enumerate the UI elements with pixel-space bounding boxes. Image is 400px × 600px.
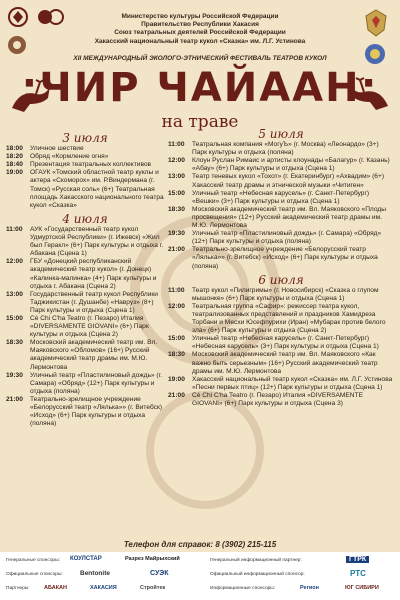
event-time: 19:00 [6,169,23,177]
partner-logo: АБАКАН [44,585,67,591]
schedule-event [168,246,394,270]
theatre-logo [36,8,66,26]
partner-logo: Стройтек [140,585,166,591]
event-time: 18:30 [6,339,23,347]
organizer-line: Министерство культуры Российской Федерации [121,13,279,20]
schedule-event [168,351,394,375]
schedule-event [6,169,164,209]
event-description: Театрально-зрелищное учреждение «Белорусский театр «Лялька»» (г. Витебск) «Исход» (6+) Парк культуры и отдыха (поляна) [192,246,378,270]
event-time: 12:00 [6,258,23,266]
organizer-line: Хакасский национальный театр кукол «Сказка» им. Л.Г. Устинова [94,37,306,45]
event-time: 15:00 [168,335,185,343]
general-sponsors-label: Генеральные спонсоры: [6,558,60,563]
schedule-event [168,335,394,351]
sponsor-logo: КОУЛСТАР [70,556,102,562]
official-sponsors-label: Официальные спонсоры: [6,572,63,577]
event-time: 11:00 [168,141,185,149]
event-description: Московский академический театр им. Вл. Маяковского «Обломов» (16+) Русский академический театр драмы им. М.Ю. Лермонтова [30,339,158,371]
day-heading: 4 июля [62,211,108,226]
schedule-event [6,226,164,258]
event-time: 13:00 [6,290,23,298]
day-heading: 3 июля [62,131,108,145]
event-time: 11:00 [6,225,23,233]
partner-logo: ХАКАСИЯ [90,585,117,591]
event-description: Театральная группа «Сафир»: режиссер театра кукол, театрализованных представлений и праздников Хамидреза Торбани и Месхи Юсефпурихи (Иран) «Мубарак против белого зла» (6+) Парк культуры и отдыха (Сцена 2) [192,302,386,335]
schedule-event [6,153,164,161]
phone-line: Телефон для справок: 8 (3902) 215-115 [123,540,277,549]
event-description: Обряд «Кормление огня» [30,153,109,161]
schedule-event [168,392,394,408]
event-description: АУК «Государственный театр кукол Удмуртской Республики» (г. Ижевск) «Жил был Геракл» (6+) Парк культуры и отдыха г. Абакана (Сцена 1) [30,225,164,258]
event-description: Уличный театр «Небесная карусель» (г. Санкт-Петербург) «Небесная карусель» (3+) Парк культуры и отдыха (Сцена 1) [192,335,379,351]
day-heading: 5 июля [258,127,304,141]
event-time: 18:20 [6,153,23,161]
schedule-event [168,287,394,303]
event-time: 18:30 [168,351,185,359]
festival-line: XII МЕЖДУНАРОДНЫЙ ЭКОЛОГО-ЭТНИЧЕСКИЙ ФЕСТИВАЛЬ ТЕАТРОВ КУКОЛ [73,55,327,62]
event-time: 21:00 [168,391,185,399]
event-description: Государственный театр кукол Республики Таджикистан (г. Душанбе) «Навруз» (8+) Парк культуры и отдыха (Сцена 1) [30,290,158,314]
info-sponsors-label: Информационные спонсоры: [210,586,276,591]
schedule-event [6,258,164,290]
schedule-event [168,206,394,230]
event-description: Театр теневых кукол «Тохот» (г. Екатеринбург) «Ахвадим» (6+) Хакасский театр драмы и этнической музыки «Читиген» [192,173,385,189]
event-description: Уличный театр «Пластилиновый дождь» (г. Самара) «Обряд» (12+) Парк культуры и отдыха (поляна) [192,230,382,246]
event-description: Театральная компания «МогуЪ» (г. Москва) «Леонардо» (3+) Парк культуры и отдыха (поляна) [192,141,379,157]
day-heading: 6 июля [258,272,304,287]
event-time: 21:00 [168,246,185,254]
event-time: 11:00 [168,286,185,294]
schedule-event [6,339,164,371]
event-description: Cè Chi C'ha Teatro (г. Пезаро) Италия «DIVERSAMENTE GIOVANI» (6+) Парк культуры и отдыха (Сцена 3) [192,391,363,407]
event-description: Московский академический театр им. Вл. Маяковского «Как важно быть серьезным» (16+) Русский академический театр драмы им. М.Ю. Лермонтова [192,351,378,375]
schedule-left-column [6,132,164,428]
schedule-event [168,303,394,335]
event-description: Уличный театр «Пластилиновый дождь» (г. Самара) «Обряд» (12+) Парк культуры и отдыха (поляна) [30,371,163,395]
info-sponsor-logo: Регион [300,585,319,591]
partners-label: Партнеры: [6,586,30,591]
info-sponsor-logo: ЮГ СИБИРИ [345,585,379,591]
schedule-event [168,230,394,246]
event-description: Театрально-зрелищное учреждение «Белорусский театр «Лялька»» (г. Витебск) «Исход» (6+) Парк культуры и отдыха (поляна) [30,395,163,428]
schedule-event [168,141,394,157]
festival-emblem-left [6,34,28,56]
culture-ministry-logo [6,6,36,28]
sponsor-logo: СУЭК [150,570,169,577]
event-description: ОГАУК «Томский областной театр куклы и актера «Скоморох» им. Р.Виндермана (г. Томск) «Русская соль» (6+) Театральная площадь Хакасского национального театра кукол «Сказка» [30,169,164,209]
event-description: Клоун Руслан Римаис и артисты клоунады «Балагур» (г. Казань) «Абау» (6+) Парк культуры и отдыха (Сцена 1) [192,157,390,173]
event-time: 19:30 [168,230,185,238]
schedule-event [168,190,394,206]
sponsor-logo: Разрез Майрыхский [125,556,180,562]
event-time: 12:00 [168,157,185,165]
event-time: 19:00 [168,375,185,383]
event-time: 15:00 [6,314,23,322]
schedule-event [168,157,394,173]
khakassia-coat-of-arms-icon [362,42,388,66]
event-time: 18:40 [6,161,23,169]
sponsor-logo: Bentonite [80,570,110,577]
schedule-right-column [168,128,394,408]
organizer-line: Правительство Республики Хакасия [141,21,259,29]
festival-title: :ЧИР ЧАЙААН: [21,65,379,111]
event-time: 13:00 [168,173,185,181]
event-description: Cè Chi C'ha Teatro (г. Пезаро) Италия «DIVERSAMENTE GIOVANI» (6+) Парк культуры и отдыха (Сцена 2) [30,314,149,339]
event-description: Хакасский национальный театр кукол «Сказка» им. Л.Г. Устинова «Песни первых птиц» (12+) Парк культуры и отдыха (Сцена 1) [192,375,393,391]
event-time: 18:30 [168,205,185,213]
event-description: Презентация театральных коллективов [30,161,152,169]
russia-coat-of-arms-icon [360,6,392,40]
festival-subtitle: на траве [161,112,239,132]
event-time: 18:00 [6,145,23,153]
info-sponsor-label: Официальный информационный спонсор: [210,572,305,577]
event-time: 21:00 [6,395,23,403]
schedule-event [168,173,394,189]
event-description: Московский академический театр им. Вл. Маяковского «Плоды просвещения» (12+) Русский академический театр драмы им. М.Ю. Лермонтова [192,205,386,230]
schedule-event [6,315,164,339]
schedule-event [168,376,394,392]
schedule-event [6,145,164,153]
event-description: ГБУ «Донецкий республиканский академический театр кукол» (г. Донецк) «Калинка-малинка» (4+) Парк культуры и отдыха г. Абакана (Сцена 2) [30,258,157,290]
info-partner-logo: ГТРК [346,556,369,563]
event-description: Театр кукол «Пилигримы» (г. Новосибирск) «Сказка о глупом мышонке» (6+) Парк культуры и отдыха (Сцена 1) [192,286,379,302]
event-time: 12:00 [168,302,185,310]
info-partner-label: Генеральный информационный партнер: [210,558,302,563]
schedule-event [6,372,164,396]
event-time: 19:30 [6,371,23,379]
organizer-line: Союз театральных деятелей Российской Федерации [114,29,286,37]
event-time: 15:00 [168,189,185,197]
organizers-block [70,13,330,46]
schedule-event [6,291,164,315]
sponsors-strip [0,552,400,600]
schedule-event [6,396,164,428]
event-description: Уличное шествие [30,145,84,153]
event-description: Уличный театр «Небесная карусель» (г. Санкт-Петербург) «Вешки» (3+) Парк культуры и отдыха (Сцена 1) [192,189,370,205]
info-sponsor-logo: РТС [350,569,366,578]
